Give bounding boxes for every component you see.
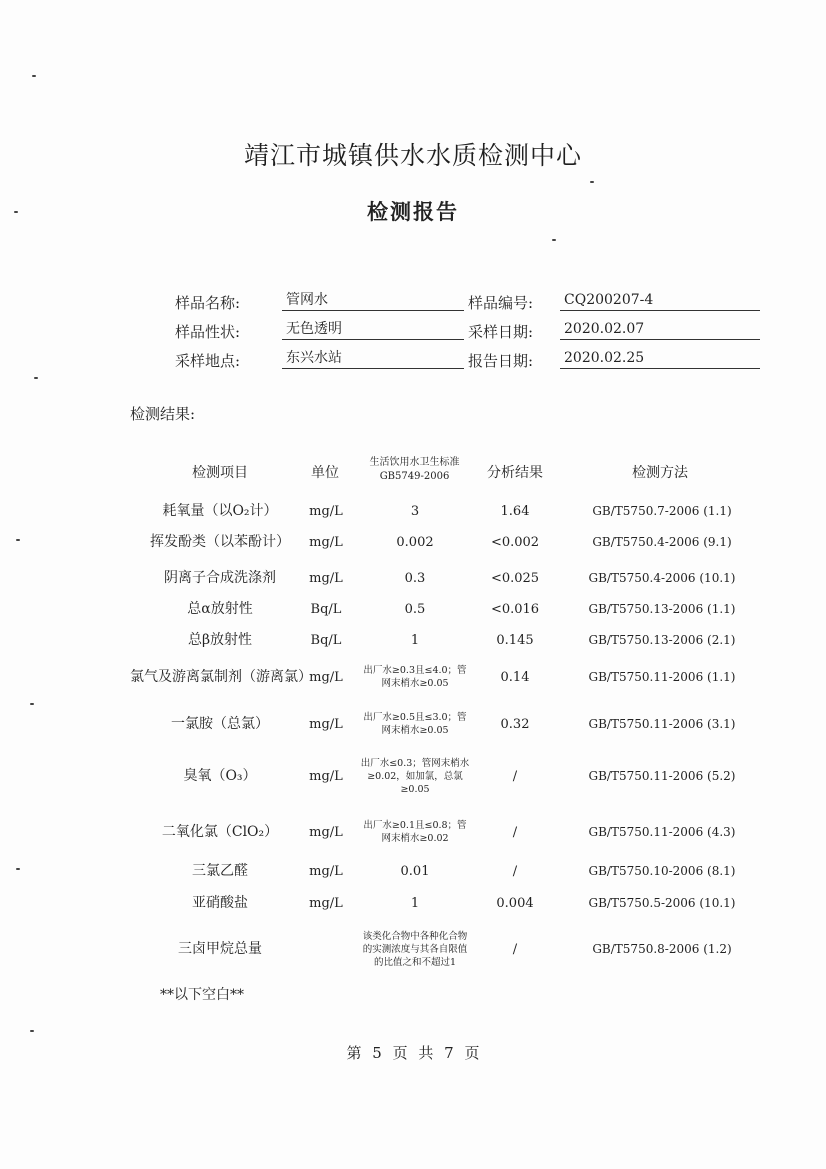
cell-method: GB/T5750.11-2006 (5.2) xyxy=(588,768,736,783)
cell-standard: 1 xyxy=(410,632,420,648)
report-date-value: 2020.02.25 xyxy=(560,349,760,369)
cell-item: 三氯乙醛 xyxy=(192,862,248,879)
cell-result: / xyxy=(512,824,518,840)
cell-method: GB/T5750.4-2006 (9.1) xyxy=(592,534,732,549)
cell-result: 1.64 xyxy=(500,503,530,519)
header-unit: 单位 xyxy=(311,465,339,481)
cell-unit: mg/L xyxy=(309,570,343,586)
sample-number-label: 样品编号: xyxy=(468,294,534,312)
cell-result: 0.004 xyxy=(496,895,534,911)
cell-unit: mg/L xyxy=(309,768,343,784)
cell-item: 总α放射性 xyxy=(187,600,253,617)
report-title: 检测报告 xyxy=(367,199,459,224)
report-date-label: 报告日期: xyxy=(468,352,534,370)
cell-standard: 出厂水≥0.1且≤0.8；管网末梢水≥0.02 xyxy=(363,820,467,844)
cell-method: GB/T5750.11-2006 (4.3) xyxy=(588,824,736,839)
cell-item: 三卤甲烷总量 xyxy=(178,940,262,957)
scan-speck xyxy=(552,239,556,241)
cell-item: 氯气及游离氯制剂（游离氯） xyxy=(130,668,312,685)
header-method: 检测方法 xyxy=(632,465,688,481)
cell-method: GB/T5750.13-2006 (1.1) xyxy=(588,601,736,616)
cell-result: 0.145 xyxy=(496,632,534,648)
sampling-site-label: 采样地点: xyxy=(175,352,241,370)
cell-standard: 出厂水≥0.3且≤4.0；管网末梢水≥0.05 xyxy=(363,665,467,689)
cell-result: <0.016 xyxy=(490,601,540,617)
sampling-date-label: 采样日期: xyxy=(468,323,534,341)
cell-item: 耗氧量（以O₂计） xyxy=(162,502,278,519)
cell-item: 亚硝酸盐 xyxy=(192,894,248,911)
cell-result: 0.32 xyxy=(500,716,530,732)
sample-number-value: CQ200207-4 xyxy=(560,291,760,311)
cell-method: GB/T5750.13-2006 (2.1) xyxy=(588,632,736,647)
page-footer: 第 5 页 共 7 页 xyxy=(346,1044,480,1062)
sample-character-label: 样品性状: xyxy=(175,323,241,341)
sample-name-value: 管网水 xyxy=(282,291,464,311)
cell-standard: 0.01 xyxy=(400,863,430,879)
scan-speck xyxy=(16,539,20,541)
cell-method: GB/T5750.5-2006 (10.1) xyxy=(588,895,736,910)
cell-method: GB/T5750.7-2006 (1.1) xyxy=(592,503,732,518)
cell-item: 臭氧（O₃） xyxy=(183,767,257,784)
cell-result: / xyxy=(512,768,518,784)
cell-method: GB/T5750.11-2006 (3.1) xyxy=(588,716,736,731)
cell-method: GB/T5750.10-2006 (8.1) xyxy=(588,863,736,878)
cell-method: GB/T5750.4-2006 (10.1) xyxy=(588,570,736,585)
cell-standard: 出厂水≥0.5且≤3.0；管网末梢水≥0.05 xyxy=(363,712,467,736)
scan-speck xyxy=(30,1030,34,1032)
cell-standard: 出厂水≤0.3；管网末梢水≥0.02，如加氯，总氯≥0.05 xyxy=(360,757,470,795)
cell-unit: mg/L xyxy=(309,669,343,685)
cell-item: 二氧化氯（ClO₂） xyxy=(161,823,279,840)
cell-unit: Bq/L xyxy=(310,601,342,617)
scan-speck xyxy=(30,703,34,705)
cell-item: 挥发酚类（以苯酚计） xyxy=(150,533,290,550)
cell-standard: 0.3 xyxy=(404,570,426,586)
cell-result: <0.002 xyxy=(490,534,540,550)
header-result: 分析结果 xyxy=(487,465,543,481)
scan-speck xyxy=(34,377,38,379)
cell-unit: mg/L xyxy=(309,503,343,519)
org-title: 靖江市城镇供水水质检测中心 xyxy=(243,141,582,170)
cell-unit xyxy=(302,920,350,978)
cell-standard: 3 xyxy=(410,503,420,519)
scan-speck xyxy=(32,75,36,77)
cell-item: 总β放射性 xyxy=(187,631,253,648)
header-item: 检测项目 xyxy=(192,465,248,481)
cell-standard: 0.5 xyxy=(404,601,426,617)
cell-unit: mg/L xyxy=(309,716,343,732)
scan-speck xyxy=(14,211,18,213)
cell-item: 一氯胺（总氯） xyxy=(171,715,269,732)
cell-method: GB/T5750.11-2006 (1.1) xyxy=(588,669,736,684)
cell-unit: mg/L xyxy=(309,534,343,550)
cell-method: GB/T5750.8-2006 (1.2) xyxy=(592,941,732,956)
cell-standard: 该类化合物中各种化合物的实测浓度与其各自限值的比值之和不超过1 xyxy=(362,930,468,968)
scan-speck xyxy=(16,868,20,870)
cell-result: / xyxy=(512,863,518,879)
cell-result: 0.14 xyxy=(500,669,530,685)
cell-unit: mg/L xyxy=(309,824,343,840)
sampling-date-value: 2020.02.07 xyxy=(560,320,760,340)
results-section-label: 检测结果: xyxy=(130,405,196,423)
cell-unit: mg/L xyxy=(309,863,343,879)
sampling-site-value: 东兴水站 xyxy=(282,349,464,369)
header-standard: 生活饮用水卫生标准GB5749-2006 xyxy=(369,457,460,482)
cell-result: <0.025 xyxy=(490,570,540,586)
scan-speck xyxy=(590,181,594,183)
cell-item: 阴离子合成洗涤剂 xyxy=(164,569,276,586)
cell-standard: 0.002 xyxy=(396,534,434,550)
sample-character-value: 无色透明 xyxy=(282,320,464,340)
cell-unit: mg/L xyxy=(309,895,343,911)
cell-result: / xyxy=(512,941,518,957)
cell-unit: Bq/L xyxy=(310,632,342,648)
sample-name-label: 样品名称: xyxy=(175,294,241,312)
end-note: **以下空白** xyxy=(160,987,244,1003)
cell-standard: 1 xyxy=(410,895,420,911)
